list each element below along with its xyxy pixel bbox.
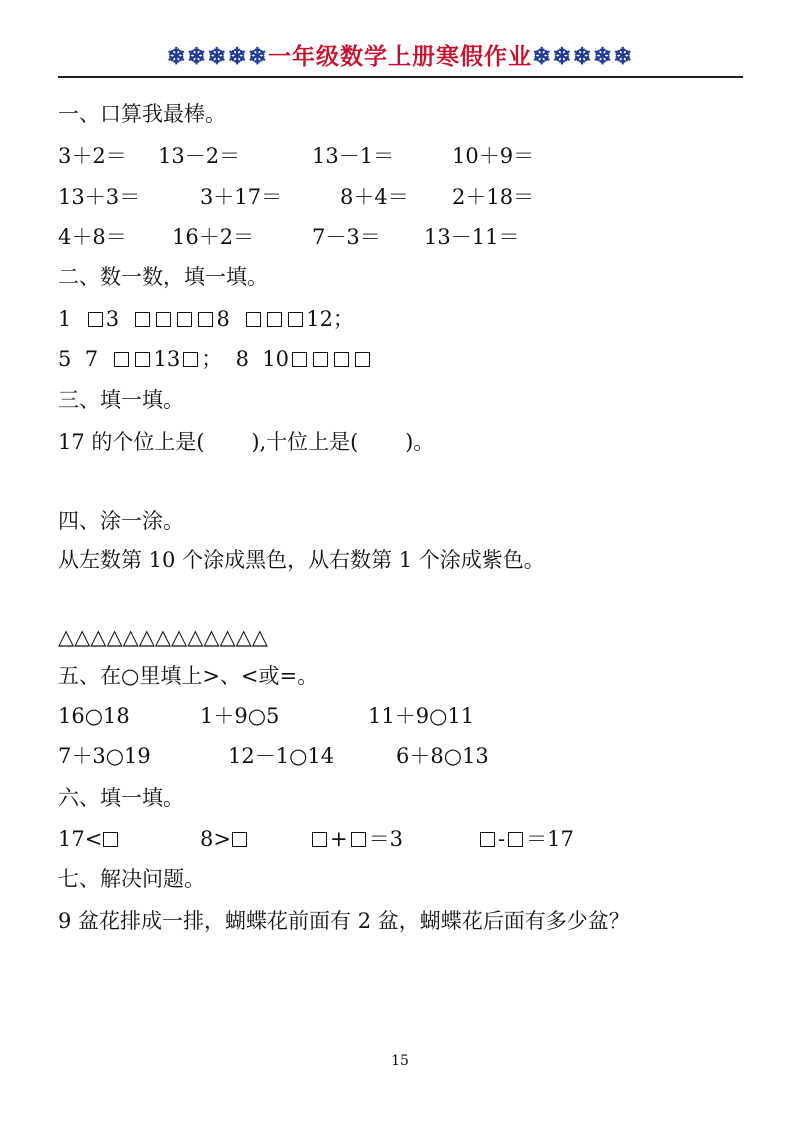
compare-problem: 12－1○14 [228, 744, 335, 768]
seq-number: 8 [216, 307, 230, 331]
s3-question: 17 的个位上是( ),十位上是( )。 [58, 430, 435, 454]
blank-box[interactable] [508, 832, 523, 847]
header-rule [58, 76, 743, 78]
s6-row [58, 829, 758, 853]
compare-problem: 1＋9○5 [200, 704, 280, 728]
problem: 13－2＝ [158, 144, 241, 168]
compare-problem: 11＋9○11 [368, 704, 475, 728]
page-header [0, 38, 800, 71]
problem: 10＋9＝ [452, 144, 535, 168]
blank-box[interactable] [103, 832, 118, 847]
blank-box[interactable] [198, 312, 213, 327]
compare-problem: 16○18 [58, 704, 130, 728]
blank-box[interactable] [312, 832, 327, 847]
s2-sequence-1 [58, 309, 354, 330]
blank-box[interactable] [288, 312, 303, 327]
s5-row-1 [58, 706, 758, 730]
problem: 3＋2＝ [58, 144, 127, 168]
problem: 13＋3＝ [58, 185, 141, 209]
s2-sequence-2 [58, 349, 373, 370]
page-number: 15 [391, 1053, 409, 1069]
seq-number: 5 [58, 347, 72, 371]
s5-row-2 [58, 746, 758, 770]
blank-box[interactable] [313, 352, 328, 367]
blank-box[interactable] [334, 352, 349, 367]
snowflake-icons-left: ❄❄❄❄❄ [166, 43, 268, 70]
seq-number: 7 [84, 347, 99, 371]
section-3-title: 三、填一填。 [58, 388, 184, 412]
section-6-title: 六、填一填。 [58, 786, 184, 810]
section-4-title: 四、涂一涂。 [58, 509, 184, 533]
problem: 2＋18＝ [452, 185, 535, 209]
problem: 7－3＝ [312, 225, 381, 249]
fill-item: 8> [200, 829, 250, 850]
seq-separator: ； [201, 347, 223, 371]
fill-item: - ＝17 [480, 829, 574, 850]
problem: 8＋4＝ [340, 185, 409, 209]
compare-problem: 7＋3○19 [58, 744, 151, 768]
blank-box[interactable] [351, 832, 366, 847]
seq-number: 1 [58, 307, 72, 331]
blank-box[interactable] [88, 312, 103, 327]
section-2-title: 二、数一数，填一填。 [58, 265, 268, 289]
seq-number: 10 [262, 347, 290, 371]
blank-box[interactable] [292, 352, 307, 367]
blank-box[interactable] [246, 312, 261, 327]
section-7-title: 七、解决问题。 [58, 867, 205, 891]
problem: 3＋17＝ [200, 185, 283, 209]
fill-item: 17< [58, 829, 121, 850]
s4-question: 从左数第 10 个涂成黑色，从右数第 1 个涂成紫色。 [58, 548, 545, 572]
section-5-title: 五、在○里填上>、<或=。 [58, 664, 319, 688]
blank-box[interactable] [135, 312, 150, 327]
blank-box[interactable] [114, 352, 129, 367]
snowflake-icons-right: ❄❄❄❄❄ [532, 43, 634, 70]
fill-item: + ＝3 [312, 829, 403, 850]
problem: 16＋2＝ [172, 225, 255, 249]
blank-box[interactable] [267, 312, 282, 327]
seq-number: 3 [105, 307, 120, 331]
s7-question: 9 盆花排成一排，蝴蝶花前面有 2 盆，蝴蝶花后面有多少盆？ [58, 909, 630, 933]
blank-box[interactable] [135, 352, 150, 367]
blank-box[interactable] [232, 832, 247, 847]
compare-problem: 6＋8○13 [396, 744, 489, 768]
blank-box[interactable] [355, 352, 370, 367]
section-1-title: 一、口算我最棒。 [58, 102, 226, 126]
seq-number: 8 [235, 347, 249, 371]
problem: 13－11＝ [424, 225, 520, 249]
seq-number: 12； [306, 307, 354, 331]
seq-number: 13 [153, 347, 181, 371]
blank-box[interactable] [177, 312, 192, 327]
s1-row-1 [58, 146, 758, 170]
problem: 13－1＝ [312, 144, 395, 168]
blank-box[interactable] [156, 312, 171, 327]
s1-row-3 [58, 227, 758, 251]
blank-box[interactable] [480, 832, 495, 847]
header-title: 一年级数学上册寒假作业 [268, 43, 532, 70]
blank-box[interactable] [183, 352, 198, 367]
problem: 4＋8＝ [58, 225, 127, 249]
s1-row-2 [58, 187, 758, 211]
triangle-row: △△△△△△△△△△△△△ [58, 625, 268, 649]
